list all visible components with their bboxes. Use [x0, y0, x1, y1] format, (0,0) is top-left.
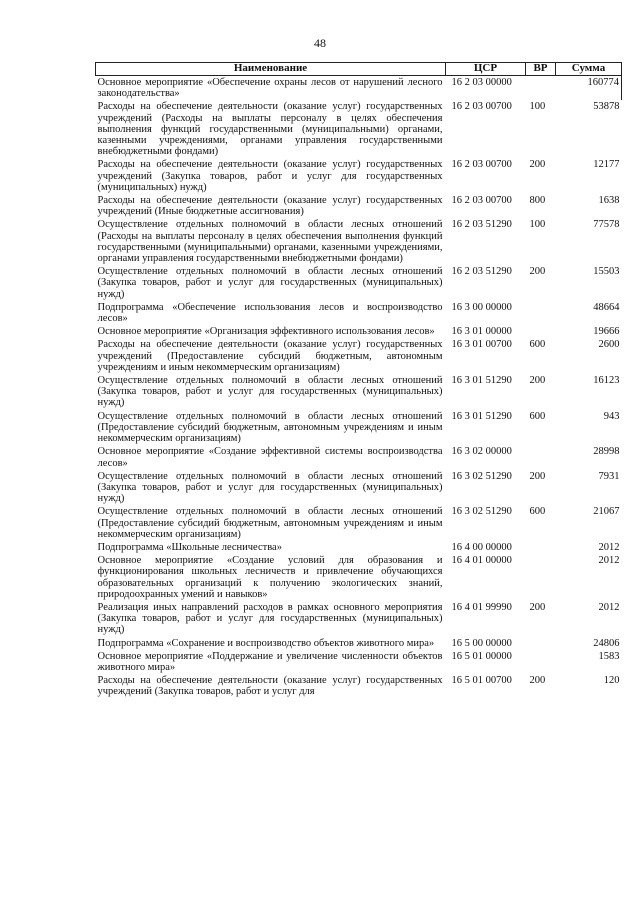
row-vr-cell — [526, 637, 556, 650]
row-name-cell: Осуществление отдельных полномочий в области лесных отношений (Предоставление субсидий бюджетным, автономным учреждениям и иным некоммерческим организациям) — [97, 506, 443, 540]
row-csr-cell: 16 5 00 00000 — [451, 637, 512, 649]
table-row — [96, 338, 622, 374]
header-sum: Сумма — [556, 63, 622, 76]
row-vr-cell: 200 — [529, 470, 546, 482]
row-vr-cell: 600 — [529, 339, 546, 351]
row-csr-cell: 16 4 01 99990 — [451, 601, 512, 613]
row-csr-cell: 16 3 02 00000 — [451, 446, 512, 458]
row-csr-cell: 16 3 01 00000 — [451, 326, 512, 338]
row-name-cell: Подпрограмма «Сохранение и воспроизводство объектов животного мира» — [97, 637, 435, 649]
row-name-cell: Реализация иных направлений расходов в рамках основного мероприятия (Закупка товаров, работ и услуг для государственных (муниципальных) нужд) — [97, 601, 443, 636]
row-sum-cell: 12177 — [593, 159, 620, 171]
row-name-cell: Расходы на обеспечение деятельности (оказание услуг) государственных учреждений (Иные бюджетные ассигнования) — [97, 195, 443, 218]
table-row — [96, 470, 622, 506]
table-row — [96, 158, 622, 194]
table-row — [96, 505, 622, 541]
row-name-cell: Основное мероприятие «Поддержание и увеличение численности объектов животного мира» — [97, 650, 443, 673]
header-csr: ЦСР — [446, 63, 526, 76]
table-row — [96, 301, 622, 325]
table-header-row — [96, 63, 622, 76]
row-sum-cell: 77578 — [593, 219, 620, 231]
table-row — [96, 554, 622, 601]
table-row — [96, 541, 622, 554]
table-row — [96, 265, 622, 301]
row-csr-cell: 16 2 03 00700 — [451, 159, 512, 171]
row-vr-cell: 200 — [529, 159, 546, 171]
row-vr-cell — [526, 445, 556, 469]
row-vr-cell: 200 — [529, 601, 546, 613]
row-vr-cell: 600 — [529, 506, 546, 518]
row-vr-cell — [526, 650, 556, 674]
row-sum-cell: 943 — [603, 410, 620, 422]
table-body — [96, 76, 622, 699]
row-sum-cell: 120 — [603, 675, 620, 687]
row-sum-cell: 160774 — [556, 76, 622, 101]
row-sum-cell: 28998 — [593, 446, 620, 458]
row-name-cell: Основное мероприятие «Создание эффективной системы воспроизводства лесов» — [97, 446, 443, 469]
row-vr-cell: 100 — [529, 101, 546, 113]
table-row — [96, 674, 622, 698]
page-number: 48 — [314, 36, 326, 50]
header-vr: ВР — [526, 63, 556, 76]
budget-table — [95, 62, 622, 699]
row-vr-cell: 100 — [529, 219, 546, 231]
row-name-cell: Основное мероприятие «Обеспечение охраны лесов от нарушений лесного законодательства» — [96, 76, 446, 101]
table-row — [96, 637, 622, 650]
row-sum-cell: 2600 — [598, 339, 620, 351]
row-vr-cell: 200 — [529, 266, 546, 278]
table-row — [96, 601, 622, 637]
row-vr-cell: 800 — [529, 195, 546, 207]
row-csr-cell: 16 2 03 51290 — [451, 219, 512, 231]
row-csr-cell: 16 3 02 51290 — [451, 506, 512, 518]
row-sum-cell: 53878 — [593, 101, 620, 113]
row-vr-cell: 200 — [529, 375, 546, 387]
row-csr-cell: 16 2 03 00700 — [451, 195, 512, 207]
table-row — [96, 100, 622, 158]
row-sum-cell: 2012 — [598, 555, 620, 567]
row-sum-cell: 1583 — [598, 650, 620, 662]
row-csr-cell: 16 5 01 00700 — [451, 675, 512, 687]
row-name-cell: Осуществление отдельных полномочий в области лесных отношений (Закупка товаров, работ и услуг для государственных (муниципальных) нужд) — [97, 266, 443, 300]
row-name-cell: Расходы на обеспечение деятельности (оказание услуг) государственных учреждений (Предоставление субсидий бюджетным, автономным учреждениям и иным некоммерческим организациям) — [97, 339, 443, 373]
row-csr-cell: 16 4 01 00000 — [451, 555, 512, 567]
row-csr-cell: 16 2 03 51290 — [451, 266, 512, 278]
row-sum-cell: 21067 — [593, 506, 620, 518]
row-csr-cell: 16 3 00 00000 — [451, 301, 512, 313]
row-csr-cell: 16 3 02 51290 — [451, 470, 512, 482]
table-row — [96, 410, 622, 446]
row-csr-cell: 16 3 01 00700 — [451, 339, 512, 351]
row-sum-cell: 7931 — [598, 470, 620, 482]
row-csr-cell: 16 2 03 00700 — [451, 101, 512, 113]
row-name-cell: Осуществление отдельных полномочий в области лесных отношений (Закупка товаров, работ и услуг для государственных (муниципальных) нужд) — [97, 375, 443, 409]
row-name-cell: Расходы на обеспечение деятельности (оказание услуг) государственных учреждений (Закупка товаров, работ и услуг для государственных (муниципальных) нужд) — [97, 159, 443, 193]
table-row — [96, 218, 622, 265]
row-sum-cell: 24806 — [593, 637, 620, 649]
row-csr-cell: 16 5 01 00000 — [451, 650, 512, 662]
row-name-cell: Основное мероприятие «Создание условий для образования и функционирования школьных лесничеств и привлечение обучающихся образовательных организаций к получению экологических знаний, природоохранных умений и навыков» — [97, 555, 443, 600]
row-name-cell: Основное мероприятие «Организация эффективного использования лесов» — [97, 326, 435, 338]
row-sum-cell: 2012 — [598, 541, 620, 553]
header-name: Наименование — [96, 63, 446, 76]
row-vr-cell — [526, 541, 556, 554]
table-row — [96, 76, 622, 101]
row-name-cell: Осуществление отдельных полномочий в области лесных отношений (Расходы на выплаты персоналу в целях обеспечения выполнения функций государственными (муниципальными) органами, казенными учреждениями, органами управления государственными внебюджетными фондами) — [97, 219, 443, 265]
row-vr-cell — [526, 301, 556, 325]
row-name-cell: Расходы на обеспечение деятельности (оказание услуг) государственных учреждений (Расходы на выплаты персоналу в целях обеспечения выполнения функций государственными (муниципальными) органами, казенными учреждениями, органами управления государственными внебюджетными фондами) — [97, 101, 443, 158]
row-csr-cell: 16 3 01 51290 — [451, 375, 512, 387]
row-name-cell: Расходы на обеспечение деятельности (оказание услуг) государственных учреждений (Закупка товаров, работ и услуг для — [97, 675, 443, 698]
row-sum-cell: 16123 — [593, 375, 620, 387]
table-row — [96, 445, 622, 469]
row-vr-cell — [526, 554, 556, 601]
row-vr-cell: 600 — [529, 410, 546, 422]
table-row — [96, 374, 622, 410]
table-row — [96, 325, 622, 338]
row-name-cell: Подпрограмма «Школьные лесничества» — [97, 541, 282, 553]
row-name-cell: Осуществление отдельных полномочий в области лесных отношений (Закупка товаров, работ и услуг для государственных (муниципальных) нужд) — [97, 470, 443, 505]
row-csr-cell: 16 4 00 00000 — [451, 541, 512, 553]
row-sum-cell: 2012 — [598, 601, 620, 613]
row-name-cell: Осуществление отдельных полномочий в области лесных отношений (Предоставление субсидий бюджетным, автономным учреждениям и иным некоммерческим организациям) — [97, 410, 443, 445]
table-row — [96, 650, 622, 674]
row-sum-cell: 19666 — [593, 326, 620, 338]
row-name-cell: Подпрограмма «Обеспечение использования лесов и воспроизводство лесов» — [97, 301, 443, 325]
row-vr-cell — [526, 325, 556, 338]
row-vr-cell — [526, 76, 556, 101]
table-row — [96, 194, 622, 218]
row-sum-cell: 15503 — [593, 266, 620, 278]
row-csr-cell: 16 3 01 51290 — [451, 410, 512, 422]
row-csr-cell: 16 2 03 00000 — [446, 76, 526, 101]
row-sum-cell: 1638 — [598, 195, 620, 207]
row-sum-cell: 48664 — [593, 301, 620, 313]
row-vr-cell: 200 — [529, 675, 546, 687]
